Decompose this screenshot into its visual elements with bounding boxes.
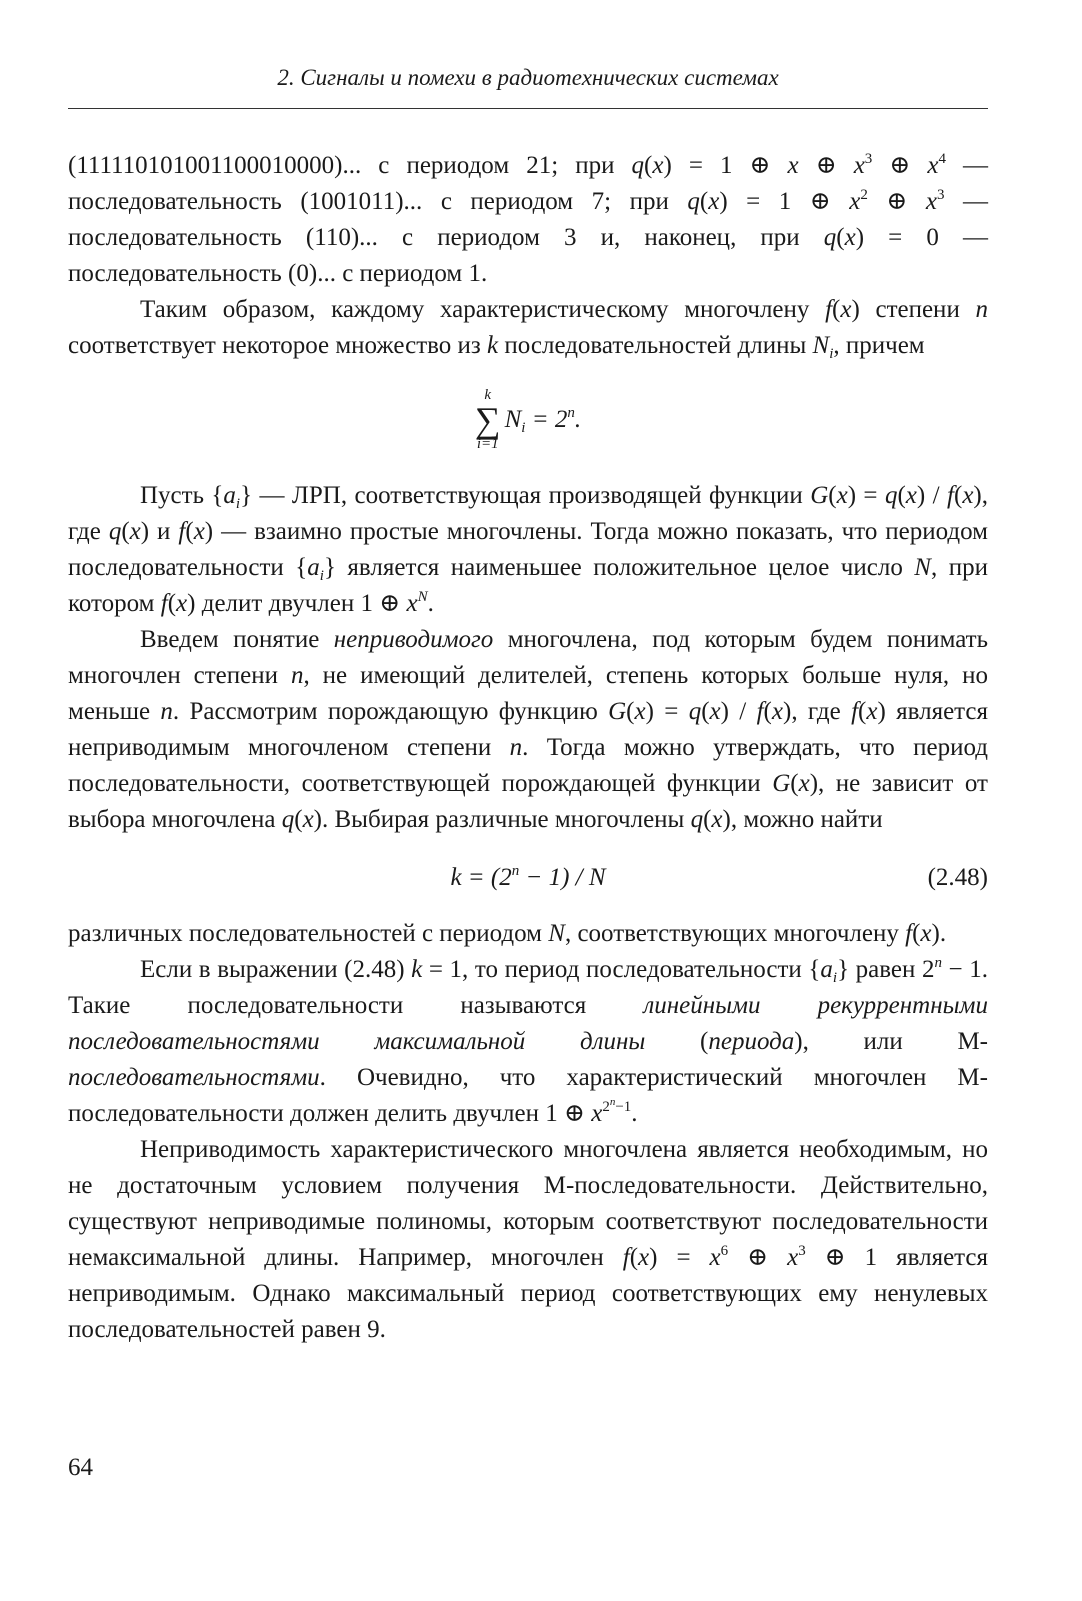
equation-2-48 bbox=[68, 850, 988, 906]
paragraph-7: Неприводимость характеристического многочлена является необходимым, но не достаточным условием получения М-последовательности. Действительно, существуют неприводимые полиномы, которым соответствуют последовательности немаксимальной длины. Например, многочлен $f(x) = x^6$ ⊕ $x^3$ ⊕ 1 является неприводимым. Однако максимальный период соответствующих ему ненулевых последовательностей равен 9. bbox=[68, 1136, 988, 1343]
header-rule bbox=[68, 108, 988, 109]
page-body bbox=[68, 148, 988, 1348]
running-head: 2. Сигналы и помехи в радиотехнических системах bbox=[277, 65, 779, 90]
paragraph-5: различных последовательностей с периодом N, соответствующих многочлену f(x). bbox=[68, 920, 947, 947]
paragraph-2: Таким образом, каждому характеристическому многочлену f(x) степени n соответствует некоторое множество из k последовательностей длины $N_i$, причем bbox=[68, 296, 988, 362]
paragraph-6: Если в выражении (2.48) k = 1, то период последовательности $\{a_i\}$ равен $2^n - 1$. Такие последовательности называются линейными рекуррентными последовательностями максимальной длины (периода), или М-последовательностями. Очевидно, что характеристический многочлен М-последовательности должен делить двучлен 1 ⊕ $x^{2^n-1}$. bbox=[68, 955, 989, 1127]
page-number: 64 bbox=[68, 1454, 93, 1481]
book-page bbox=[68, 0, 988, 1601]
equation-formula: $k = (2^n - 1) / N$ bbox=[450, 863, 606, 891]
paragraph-1: (111110101001100010000)... с периодом 21; при q(x) = 1 ⊕ x ⊕ $x^3$ ⊕ $x^4$ — последовательность (1001011)... с периодом 7; при q(x) = 1 ⊕ $x^2$ ⊕ $x^3$ — последовательность (110)... с периодом 3 и, наконец, при q(x) = 0 — последовательность (0)... с периодом 1. bbox=[68, 151, 989, 287]
paragraph-4: Введем понятие неприводимого многочлена, под которым будем понимать многочлен степени n, не имеющий делителей, степень которых больше нуля, но меньше n. Рассмотрим порождающую функцию G(x) = q(x) / f(x), где f(x) является неприводимым многочленом степени n. Тогда можно утверждать, что период последовательности, соответствующей порождающей функции G(x), не зависит от выбора многочлена q(x). Выбирая различные многочлены q(x), можно найти bbox=[68, 626, 988, 833]
paragraph-3: Пусть $\{a_i\}$ — ЛРП, соответствующая производящей функции G(x) = q(x) / f(x), где q(x) и f(x) — взаимно простые многочлены. Тогда можно показать, что периодом последовательности $\{a_i\}$ является наименьшее положительное целое число N, при котором f(x) делит двучлен 1 ⊕ $x^N$. bbox=[68, 482, 988, 617]
equation-number: (2.48) bbox=[927, 864, 988, 891]
sum-equation: k ∑ i=1 $N_i = 2^n$. bbox=[474, 387, 582, 452]
